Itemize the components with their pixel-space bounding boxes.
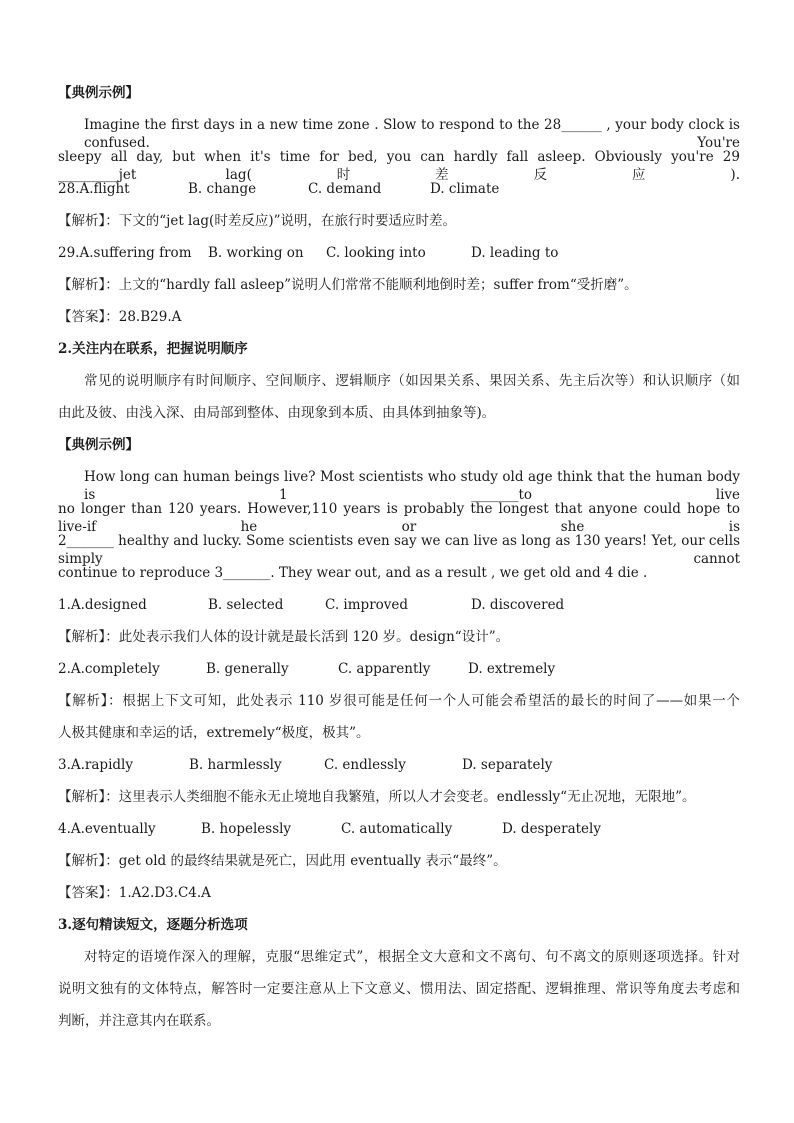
- option: B. selected: [208, 597, 284, 613]
- answer-key: 【答案】：28.B29.A: [58, 309, 182, 325]
- answer-key: 【答案】：1.A2.D3.C4.A: [58, 885, 211, 901]
- passage-line: no longer than 120 years. However,110 years is probably the longest that anyone could hope to live-if he or she is: [58, 501, 740, 535]
- option: D. leading to: [471, 245, 559, 261]
- options-q2: [58, 660, 740, 678]
- option: D. separately: [462, 757, 553, 773]
- options-q4: [58, 820, 740, 838]
- option: 4.A.eventually: [58, 821, 156, 837]
- option: 28.A.flight: [58, 181, 130, 197]
- option: C. automatically: [341, 821, 453, 837]
- passage-line: Imagine the first days in a new time zone . Slow to respond to the 28______ , your body clock is confused. You're: [84, 117, 740, 151]
- section-heading-2: 2.关注内在联系，把握说明顺序: [58, 341, 248, 357]
- section-heading-example: 【典例示例】: [58, 437, 139, 453]
- option: C. improved: [325, 597, 409, 613]
- section-heading-example: 【典例示例】: [58, 85, 139, 101]
- analysis-q1: 【解析】：此处表示我们人体的设计就是最长活到 120 岁。design“设计”。: [58, 629, 510, 645]
- option: B. change: [188, 181, 257, 197]
- body-line: 对特定的语境作深入的理解，克服“思维定式”，根据全文大意和文不离句、句不离文的原则逐项选择。针对: [84, 949, 740, 965]
- analysis-q28: 【解析】：下文的“jet lag(时差反应)”说明，在旅行时要适应时差。: [58, 213, 456, 229]
- option: B. generally: [206, 661, 289, 677]
- body-line: 常见的说明顺序有时间顺序、空间顺序、逻辑顺序（如因果关系、果因关系、先主后次等）和认识顺序（如: [84, 373, 740, 389]
- option: B. hopelessly: [201, 821, 292, 837]
- option: D. climate: [430, 181, 500, 197]
- analysis-q2: 【解析】：根据上下文可知，此处表示 110 岁很可能是任何一个人可能会希望活的最长的时间了——如果一个: [58, 693, 740, 709]
- option: 2.A.completely: [58, 661, 160, 677]
- passage-line: How long can human beings live? Most scientists who study old age think that the human body is 1 _______to live: [84, 469, 740, 503]
- option: 1.A.designed: [58, 597, 147, 613]
- body-line: 判断，并注意其内在联系。: [58, 1013, 220, 1029]
- passage-line: continue to reproduce 3_______. They wear out, and as a result , we get old and 4 die .: [58, 565, 648, 581]
- option: C. looking into: [326, 245, 426, 261]
- option: C. demand: [308, 181, 382, 197]
- body-line: 由此及彼、由浅入深、由局部到整体、由现象到本质、由具体到抽象等)。: [58, 405, 496, 421]
- option: B. working on: [208, 245, 304, 261]
- passage-line: 2_______ healthy and lucky. Some scientists even say we can live as long as 130 years! Yet, our cells simply cannot: [58, 533, 740, 567]
- option: 3.A.rapidly: [58, 757, 133, 773]
- option: 29.A.suffering from: [58, 245, 192, 261]
- options-q29: [58, 244, 740, 262]
- passage-line: sleepy all day, but when it's time for bed, you can hardly fall asleep. Obviously you're 29 _________jet lag(时差反应).: [58, 149, 740, 183]
- analysis-q29: 【解析】：上文的“hardly fall asleep”说明人们常常不能顺利地倒时差；suffer from“受折磨”。: [58, 277, 638, 293]
- option: B. harmlessly: [189, 757, 282, 773]
- body-line: 说明文独有的文体特点，解答时一定要注意从上下文意义、惯用法、固定搭配、逻辑推理、常识等角度去考虑和: [58, 981, 740, 997]
- analysis-q4: 【解析】：get old 的最终结果就是死亡，因此用 eventually 表示“最终”。: [58, 853, 507, 869]
- option: D. extremely: [468, 661, 556, 677]
- options-q3: [58, 756, 740, 774]
- option: D. discovered: [471, 597, 565, 613]
- option: C. apparently: [338, 661, 431, 677]
- section-heading-3: 3.逐句精读短文，逐题分析选项: [58, 917, 248, 933]
- option: D. desperately: [502, 821, 601, 837]
- analysis-q2-cont: 人极其健康和幸运的话，extremely“极度，极其”。: [58, 725, 370, 741]
- option: C. endlessly: [324, 757, 406, 773]
- options-q1: [58, 596, 740, 614]
- analysis-q3: 【解析】：这里表示人类细胞不能永无止境地自我繁殖，所以人才会变老。endlessly“无止况地，无限地”。: [58, 789, 696, 805]
- options-q28: [58, 180, 740, 198]
